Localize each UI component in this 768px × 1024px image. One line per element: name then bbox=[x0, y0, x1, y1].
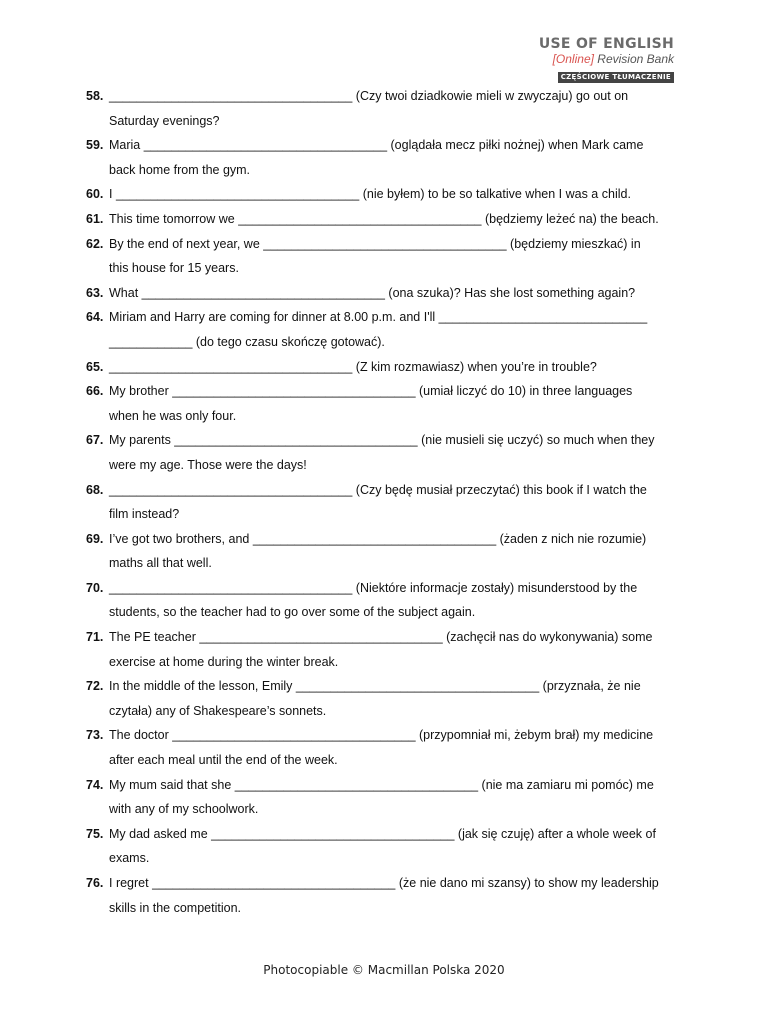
item-number: 70. bbox=[86, 580, 104, 595]
item-text-line: Maria ___________________________________ (oglądała mecz piłki nożnej) when Mark came bbox=[109, 138, 644, 153]
item-number: 67. bbox=[86, 433, 104, 448]
brand-logo bbox=[514, 36, 674, 84]
item-text-line: exercise at home during the winter break. bbox=[109, 654, 339, 669]
logo-subtitle-rest: Revision Bank bbox=[593, 52, 674, 66]
item-text-line: I’ve got two brothers, and ___________________________________ (żaden z nich nie rozumie) bbox=[109, 531, 647, 546]
exercise-list bbox=[86, 84, 686, 920]
item-text-line: back home from the gym. bbox=[109, 162, 251, 177]
item-number: 74. bbox=[86, 777, 104, 792]
item-text-line: I regret ___________________________________ (że nie dano mi szansy) to show my leadership bbox=[109, 876, 659, 890]
item-text-line: czytała) any of Shakespeare’s sonnets. bbox=[109, 703, 327, 718]
item-text-line: Miriam and Harry are coming for dinner at 8.00 p.m. and I'll ______________________________ bbox=[109, 310, 648, 325]
item-text-line: What ___________________________________ (ona szuka)? Has she lost something again? bbox=[109, 285, 636, 300]
exercise-item bbox=[86, 84, 686, 133]
item-number: 59. bbox=[86, 138, 104, 153]
item-text-line: ___________________________________ (Czy będę musiał przeczytać) this book if I watch the bbox=[109, 482, 647, 497]
item-number: 60. bbox=[86, 187, 104, 202]
item-number: 65. bbox=[86, 359, 104, 374]
item-text-line: The PE teacher ___________________________________ (zachęcił nas do wykonywania) some bbox=[109, 630, 653, 645]
item-text-line: students, so the teacher had to go over some of the subject again. bbox=[109, 605, 476, 620]
item-text-line: This time tomorrow we ___________________________________ (będziemy leżeć na) the beach. bbox=[109, 211, 659, 226]
item-number: 72. bbox=[86, 679, 104, 694]
item-text-line: In the middle of the lesson, Emily ___________________________________ (przyznała, że nie bbox=[109, 679, 641, 694]
exercise-item bbox=[86, 527, 686, 576]
exercise-item bbox=[86, 182, 686, 207]
item-text-line: My dad asked me ___________________________________ (jak się czuję) after a whole week of bbox=[109, 826, 656, 841]
exercise-item bbox=[86, 428, 686, 477]
exercise-item bbox=[86, 625, 686, 674]
item-number: 58. bbox=[86, 89, 104, 103]
footer-copyright: Photocopiable © Macmillan Polska 2020 bbox=[263, 963, 505, 977]
item-text-line: My brother ___________________________________ (umiał liczyć do 10) in three languages bbox=[109, 384, 633, 399]
item-text-line: ___________________________________ (Niektóre informacje zostały) misunderstood by the bbox=[109, 580, 638, 595]
item-text-line: The doctor ___________________________________ (przypomniał mi, żebym brał) my medicine bbox=[109, 728, 654, 743]
exercise-item bbox=[86, 133, 686, 182]
exercise-item bbox=[86, 305, 686, 354]
exercise-item bbox=[86, 723, 686, 772]
item-text-line: Saturday evenings? bbox=[109, 113, 220, 128]
item-text-line: this house for 15 years. bbox=[109, 261, 239, 276]
item-text-line: film instead? bbox=[109, 507, 180, 522]
exercise-item bbox=[86, 674, 686, 723]
logo-title: USE OF ENGLISH bbox=[538, 36, 674, 52]
item-text-line: I ___________________________________ (nie byłem) to be so talkative when I was a child. bbox=[109, 187, 631, 202]
exercise-item bbox=[86, 576, 686, 625]
item-text-line: with any of my schoolwork. bbox=[109, 802, 259, 817]
item-text-line: maths all that well. bbox=[109, 556, 212, 571]
item-text-line: ____________ (do tego czasu skończę gotować). bbox=[109, 334, 385, 349]
item-text-line: were my age. Those were the days! bbox=[109, 457, 307, 472]
item-number: 71. bbox=[86, 630, 104, 645]
item-text-line: My mum said that she ___________________________________ (nie ma zamiaru mi pomóc) me bbox=[109, 777, 654, 792]
item-number: 64. bbox=[86, 310, 104, 325]
exercise-item bbox=[86, 379, 686, 428]
item-text-line: skills in the competition. bbox=[109, 900, 242, 915]
exercise-item bbox=[86, 232, 686, 281]
exercise-item bbox=[86, 773, 686, 822]
item-number: 69. bbox=[86, 531, 104, 546]
item-number: 76. bbox=[86, 876, 104, 890]
item-text-line: exams. bbox=[109, 851, 150, 866]
exercise-item bbox=[86, 871, 686, 920]
item-number: 62. bbox=[86, 236, 104, 251]
item-number: 68. bbox=[86, 482, 104, 497]
item-text-line: By the end of next year, we ___________________________________ (będziemy mieszkać) in bbox=[109, 236, 641, 251]
item-text-line: ___________________________________ (Czy twoi dziadkowie mieli w zwyczaju) go out on bbox=[109, 89, 629, 103]
logo-badge: CZĘŚCIOWE TŁUMACZENIE bbox=[558, 72, 674, 83]
exercise-item bbox=[86, 355, 686, 380]
item-text-line: when he was only four. bbox=[109, 408, 237, 423]
item-number: 73. bbox=[86, 728, 104, 743]
exercise-item bbox=[86, 207, 686, 232]
exercise-item bbox=[86, 281, 686, 306]
item-text-line: after each meal until the end of the week. bbox=[109, 753, 338, 768]
item-number: 63. bbox=[86, 285, 104, 300]
logo-subtitle bbox=[514, 52, 674, 66]
item-number: 75. bbox=[86, 826, 104, 841]
item-number: 66. bbox=[86, 384, 104, 399]
logo-subtitle-accent: [Online] bbox=[552, 52, 594, 66]
exercise-item bbox=[86, 822, 686, 871]
item-number: 61. bbox=[86, 211, 104, 226]
item-text-line: My parents ___________________________________ (nie musieli się uczyć) so much when they bbox=[109, 433, 655, 448]
exercise-item bbox=[86, 478, 686, 527]
item-text-line: ___________________________________ (Z kim rozmawiasz) when you’re in trouble? bbox=[109, 359, 597, 374]
